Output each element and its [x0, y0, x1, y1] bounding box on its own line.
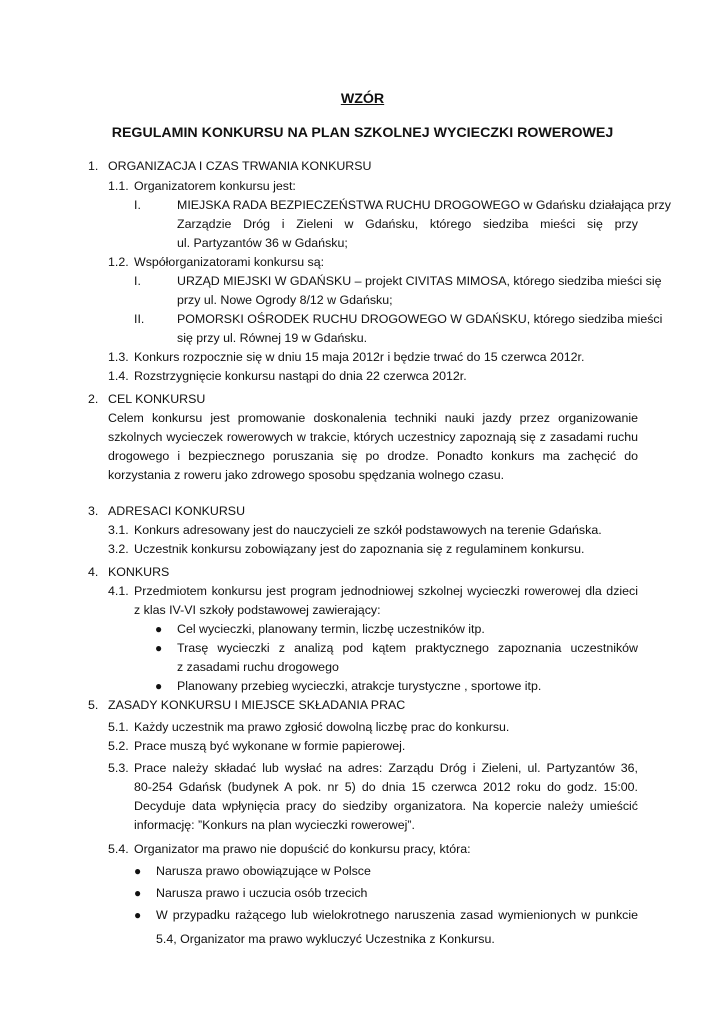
- bullet-item: Narusza prawo obowiązujące w Polsce: [156, 864, 371, 878]
- point-1-2-i-line: URZĄD MIEJSKI W GDAŃSKU – projekt CIVITAS MIMOSA, którego siedziba mieści się: [177, 274, 662, 288]
- bullet-icon: ●: [155, 641, 163, 655]
- point-5-4-number: 5.4.: [108, 842, 129, 856]
- point-3-2-number: 3.2.: [108, 542, 129, 556]
- point-1-2-number: 1.2.: [108, 255, 129, 269]
- bullet-item-continuation: 5.4, Organizator ma prawo wykluczyć Uczestnika z Konkursu.: [156, 932, 495, 946]
- section-1-heading: ORGANIZACJA I CZAS TRWANIA KONKURSU: [108, 159, 372, 173]
- point-5-2-number: 5.2.: [108, 739, 129, 753]
- point-1-3-number: 1.3.: [108, 350, 129, 364]
- bullet-item: Planowany przebieg wycieczki, atrakcje turystyczne , sportowe itp.: [177, 679, 542, 693]
- point-5-3-number: 5.3.: [108, 761, 129, 775]
- point-5-4-text: Organizator ma prawo nie dopuścić do konkursu pracy, która:: [134, 842, 471, 856]
- point-1-2-i-line: przy ul. Nowe Ogrody 8/12 w Gdańsku;: [177, 293, 393, 307]
- bullet-icon: ●: [134, 908, 142, 922]
- point-5-3-line: Prace należy składać lub wysłać na adres: Zarządu Dróg i Zieleni, ul. Partyzantów 36,: [134, 761, 638, 775]
- point-1-4-number: 1.4.: [108, 369, 129, 383]
- point-1-2-i-number: I.: [134, 274, 141, 288]
- point-5-3-line: Decyduje data wpłynięcia pracy do siedziby organizatora. Na kopercie należy umieścić: [134, 799, 638, 813]
- section-3-heading: ADRESACI KONKURSU: [108, 504, 246, 518]
- point-5-3-line: 80-254 Gdańsk (budynek A pok. nr 5) do dnia 15 czerwca 2012 roku do godz. 15:00.: [134, 780, 638, 794]
- point-3-1-number: 3.1.: [108, 523, 129, 537]
- section-3-number: 3.: [88, 504, 99, 518]
- section-5-number: 5.: [88, 698, 99, 712]
- point-3-2-text: Uczestnik konkursu zobowiązany jest do zapoznania się z regulaminem konkursu.: [134, 542, 585, 556]
- section-2-paragraph-line: Celem konkursu jest promowanie doskonalenia techniki nauki jazdy przez organizowanie: [108, 411, 638, 425]
- bullet-icon: ●: [134, 886, 142, 900]
- bullet-item: W przypadku rażącego lub wielokrotnego naruszenia zasad wymienionych w punkcie: [156, 908, 638, 922]
- point-1-1-i-line: ul. Partyzantów 36 w Gdańsku;: [177, 236, 348, 250]
- point-3-1-text: Konkurs adresowany jest do nauczycieli ze szkół podstawowych na terenie Gdańska.: [134, 523, 602, 537]
- bullet-item-continuation: z zasadami ruchu drogowego: [177, 660, 339, 674]
- point-4-1-line: z klas IV-VI szkoły podstawowej zawierający:: [134, 603, 381, 617]
- point-1-2-text: Współorganizatorami konkursu są:: [134, 255, 325, 269]
- point-1-1-text: Organizatorem konkursu jest:: [134, 179, 296, 193]
- bullet-icon: ●: [155, 679, 163, 693]
- point-1-1-i-line: MIEJSKA RADA BEZPIECZEŃSTWA RUCHU DROGOWEGO w Gdańsku działająca przy: [177, 198, 671, 212]
- bullet-icon: ●: [134, 864, 142, 878]
- point-4-1-line: Przedmiotem konkursu jest program jednodniowej szkolnej wycieczki rowerowej dla dzieci: [134, 584, 638, 598]
- point-1-2-ii-line: POMORSKI OŚRODEK RUCHU DROGOWEGO W GDAŃSKU, którego siedziba mieści: [177, 312, 663, 326]
- bullet-item: Cel wycieczki, planowany termin, liczbę uczestników itp.: [177, 622, 485, 636]
- point-5-1-number: 5.1.: [108, 720, 129, 734]
- point-1-4-text: Rozstrzygnięcie konkursu nastąpi do dnia 22 czerwca 2012r.: [134, 369, 467, 383]
- point-1-1-number: 1.1.: [108, 179, 129, 193]
- bullet-item: Narusza prawo i uczucia osób trzecich: [156, 886, 368, 900]
- wzor-heading: WZÓR: [340, 91, 385, 107]
- point-1-3-text: Konkurs rozpocznie się w dniu 15 maja 2012r i będzie trwać do 15 czerwca 2012r.: [134, 350, 585, 364]
- section-5-heading: ZASADY KONKURSU I MIEJSCE SKŁADANIA PRAC: [108, 698, 406, 712]
- section-2-paragraph-line: korzystania z roweru jako zdrowego sposobu spędzania wolnego czasu.: [108, 468, 505, 482]
- section-1-number: 1.: [88, 159, 99, 173]
- section-2-heading: CEL KONKURSU: [108, 392, 206, 406]
- bullet-item: Trasę wycieczki z analizą pod kątem praktycznego zapoznania uczestników: [177, 641, 638, 655]
- section-4-number: 4.: [88, 565, 99, 579]
- point-5-1-text: Każdy uczestnik ma prawo zgłosić dowolną liczbę prac do konkursu.: [134, 720, 510, 734]
- section-2-paragraph-line: szkolnych wycieczek rowerowych w trakcie, których uczestnicy zapoznają się z zasadami ruchu: [108, 430, 638, 444]
- section-2-number: 2.: [88, 392, 99, 406]
- point-4-1-number: 4.1.: [108, 584, 129, 598]
- point-1-1-i-number: I.: [134, 198, 141, 212]
- point-5-2-text: Prace muszą być wykonane w formie papierowej.: [134, 739, 406, 753]
- bullet-icon: ●: [155, 622, 163, 636]
- section-4-heading: KONKURS: [108, 565, 170, 579]
- point-1-1-i-line: Zarządzie Dróg i Zieleni w Gdańsku, którego siedziba mieści się przy: [177, 217, 638, 231]
- document-title: REGULAMIN KONKURSU NA PLAN SZKOLNEJ WYCIECZKI ROWEROWEJ: [111, 125, 614, 141]
- section-2-paragraph-line: drogowego i bezpiecznego poruszania się po drodze. Ponadto konkurs ma zachęcić do: [108, 449, 638, 463]
- point-1-2-ii-line: się przy ul. Równej 19 w Gdańsku.: [177, 331, 368, 345]
- point-1-2-ii-number: II.: [134, 312, 145, 326]
- point-5-3-line: informację: ”Konkurs na plan wycieczki rowerowej”.: [134, 818, 415, 832]
